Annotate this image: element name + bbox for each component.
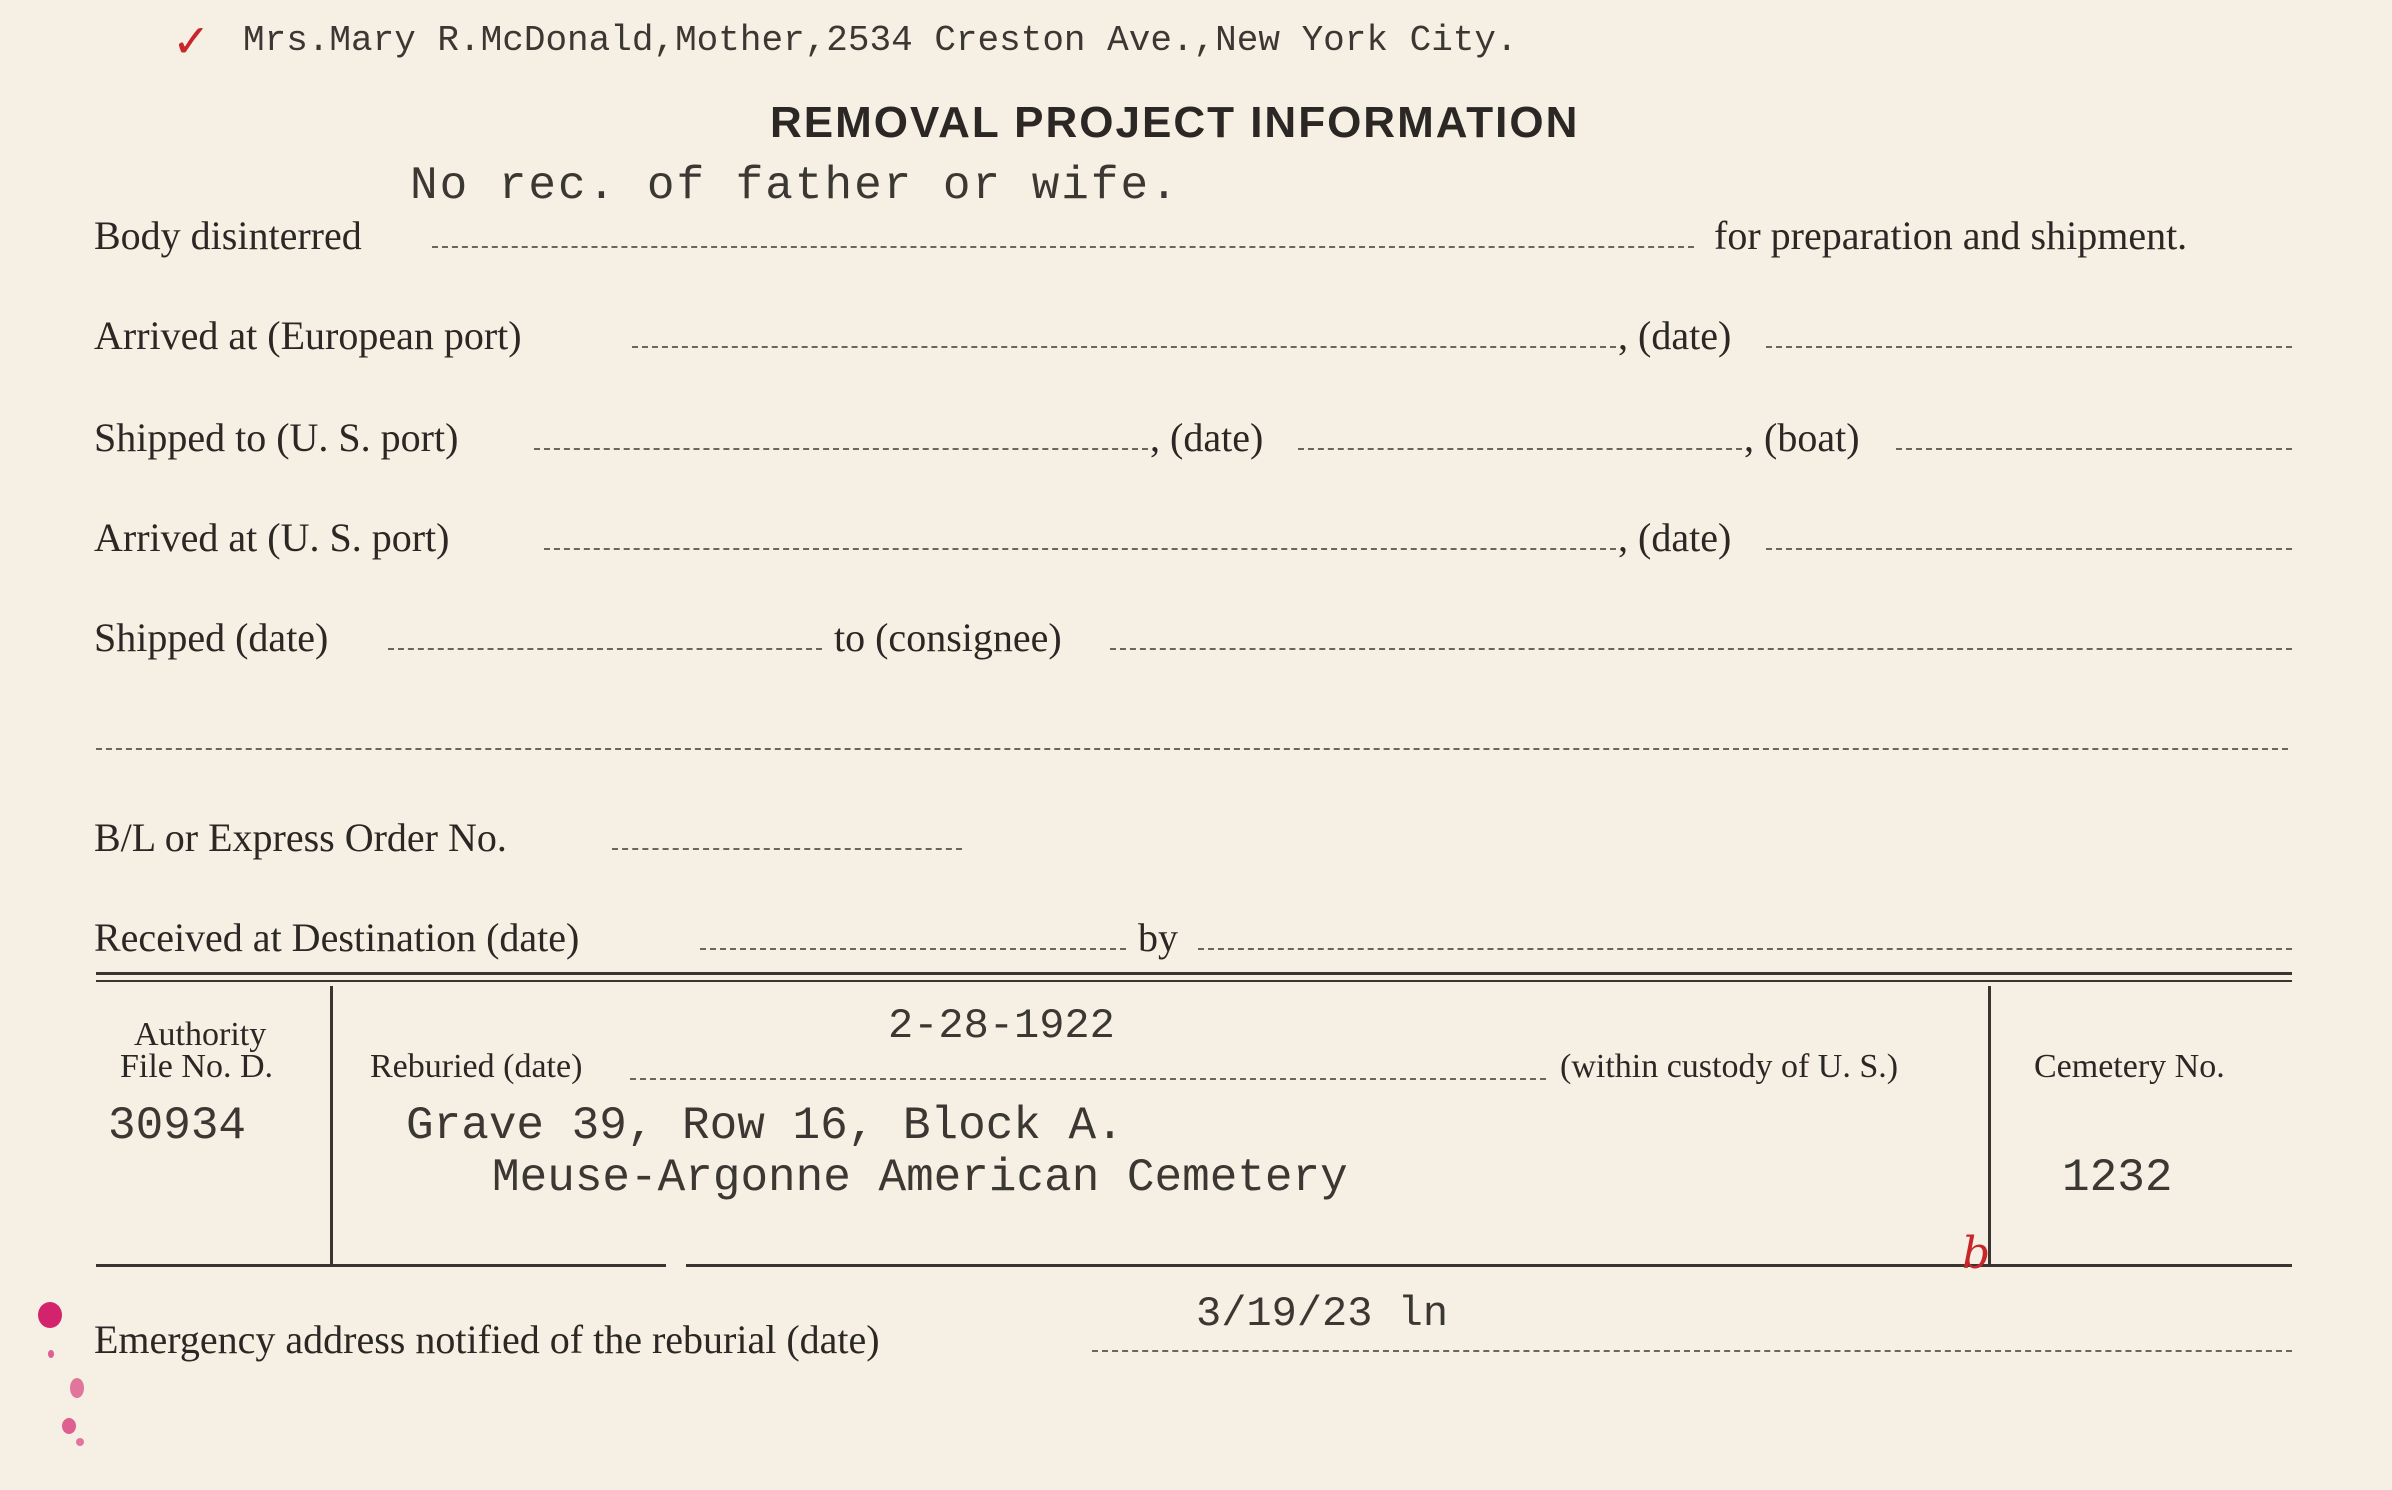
received-by-field: [1198, 948, 2292, 950]
ink-mark: 𝑏: [1962, 1228, 1991, 1279]
cemetery-name: Meuse-Argonne American Cemetery: [492, 1152, 1348, 1204]
section-rule-bottom: [96, 1264, 666, 1267]
bl-field: [612, 848, 962, 850]
authority-label: Authority: [134, 1016, 267, 1053]
shipped-date-label: Shipped (date): [94, 615, 329, 660]
for-preparation-label: for preparation and shipment.: [1714, 213, 2188, 258]
emergency-date-field: [1092, 1350, 2292, 1352]
shipped-date-value-field: [388, 648, 822, 650]
shipped-to-us-label: Shipped to (U. S. port): [94, 415, 459, 460]
file-no-label: File No. D.: [120, 1048, 273, 1085]
reburied-date-field: [630, 1078, 1546, 1080]
emergency-date: 3/19/23 ln: [1196, 1290, 1449, 1338]
date-label-3: , (date): [1618, 515, 1732, 560]
ink-stain: [76, 1438, 84, 1446]
by-label: by: [1138, 915, 1178, 960]
arrived-european-label: Arrived at (European port): [94, 313, 522, 358]
date-label-1: , (date): [1618, 313, 1732, 358]
section-rule-top-2: [96, 980, 2292, 982]
reburied-label: Reburied (date): [370, 1048, 583, 1085]
emergency-label: Emergency address notified of the reburial (date): [94, 1317, 880, 1362]
arrived-us-date-field: [1766, 548, 2292, 550]
bl-label: B/L or Express Order No.: [94, 815, 507, 860]
us-port-field: [534, 448, 1148, 450]
arrived-us-label: Arrived at (U. S. port): [94, 515, 450, 560]
ink-stain: [48, 1350, 54, 1358]
continuation-field: [96, 748, 2288, 750]
body-disinterred-label: Body disinterred: [94, 213, 362, 258]
body-disinterred-field: [432, 246, 1694, 248]
to-consignee-label: to (consignee): [834, 615, 1062, 660]
typed-note: No rec. of father or wife.: [410, 160, 1180, 212]
shipped-date-field: [1298, 448, 1742, 450]
consignee-field: [1110, 648, 2292, 650]
check-mark: ✓: [172, 14, 211, 68]
ink-stain: [70, 1378, 84, 1398]
typed-address: Mrs.Mary R.McDonald,Mother,2534 Creston Ave.,New York City.: [243, 20, 1518, 61]
section-rule-top: [96, 972, 2292, 975]
date-label-2: , (date): [1150, 415, 1264, 460]
form-title: REMOVAL PROJECT INFORMATION: [770, 98, 1580, 147]
grave-line: Grave 39, Row 16, Block A.: [406, 1100, 1124, 1152]
custody-label: (within custody of U. S.): [1560, 1048, 1899, 1085]
boat-label: , (boat): [1744, 415, 1860, 460]
boat-field: [1896, 448, 2292, 450]
ink-stain: [62, 1418, 76, 1434]
divider-right: [1988, 986, 1991, 1264]
reburied-date: 2-28-1922: [888, 1002, 1115, 1050]
arrived-us-field: [544, 548, 1616, 550]
cemetery-no-label: Cemetery No.: [2034, 1048, 2225, 1085]
divider-left: [330, 986, 333, 1264]
section-rule-bottom-2: [686, 1264, 2292, 1267]
ink-stain: [38, 1302, 62, 1328]
cemetery-no: 1232: [2062, 1152, 2173, 1204]
file-number: 30934: [108, 1100, 247, 1152]
european-date-field: [1766, 346, 2292, 348]
received-date-field: [700, 948, 1126, 950]
received-label: Received at Destination (date): [94, 915, 580, 960]
european-port-field: [632, 346, 1616, 348]
